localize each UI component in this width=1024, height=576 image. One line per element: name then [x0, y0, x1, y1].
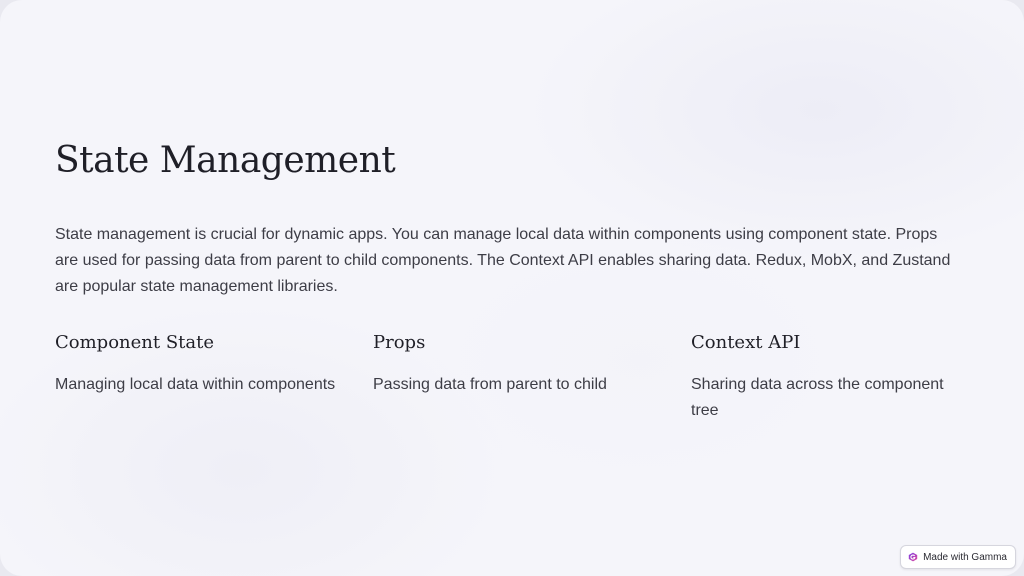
- column-description: Managing local data within components: [55, 376, 336, 393]
- column-title: Props: [373, 332, 426, 353]
- badge-label: Made with Gamma: [923, 551, 1007, 563]
- column-title: Context API: [691, 332, 801, 353]
- slide-title: State Management: [55, 140, 396, 181]
- column-context-api: [691, 330, 969, 424]
- intro-paragraph: State management is crucial for dynamic apps. You can manage local data within components using component state. Props are used for passing data from parent to child components. The Context API enables sharing data. Redux, MobX, and Zustand are popular state management libraries.: [55, 226, 951, 295]
- column-description: Passing data from parent to child: [373, 376, 607, 393]
- column-props: [373, 330, 691, 424]
- column-description: Sharing data across the component tree: [691, 376, 944, 419]
- column-title: Component State: [55, 332, 215, 353]
- gamma-logo-icon: [908, 552, 918, 562]
- column-component-state: [55, 330, 373, 424]
- made-with-gamma-badge[interactable]: [900, 545, 1016, 569]
- feature-columns: [55, 330, 969, 424]
